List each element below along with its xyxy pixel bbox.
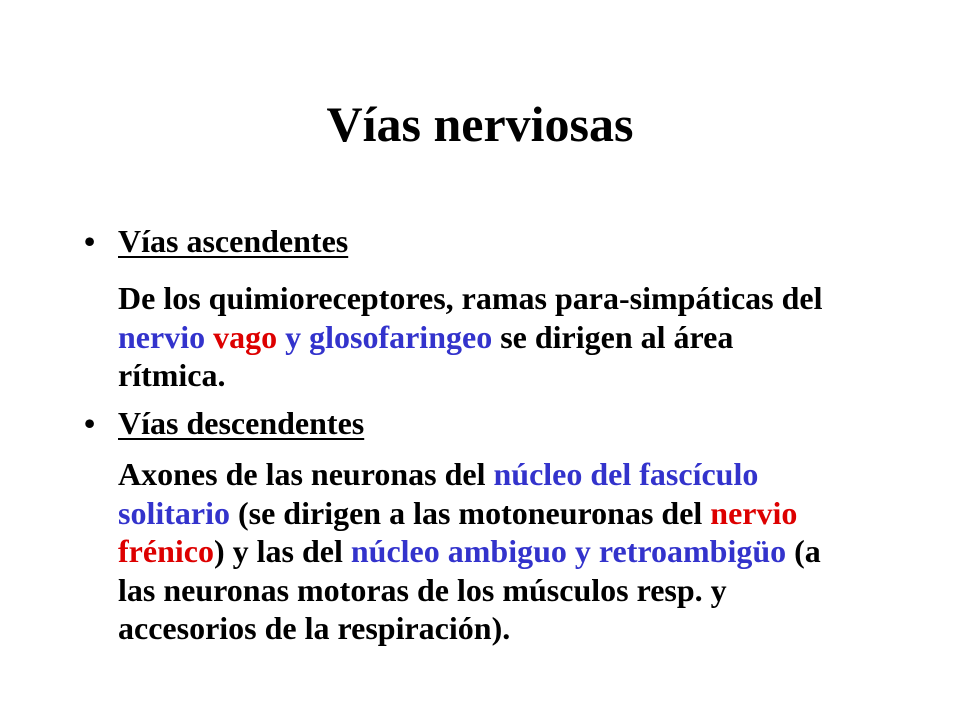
text-run: se dirigen al área rítmica. (118, 318, 734, 393)
bullet-marker: • (84, 223, 96, 259)
paragraph-ascendentes (118, 279, 838, 395)
text-run: Axones de las neuronas del (118, 456, 494, 492)
text-run: (a las neuronas motoras de los músculos resp. y accesorios de la respiración). (118, 533, 821, 646)
highlight-run: nervio frénico (118, 494, 798, 569)
paragraph-descendentes (118, 455, 838, 648)
highlight-run: nervio (118, 318, 206, 355)
bullet-label-ascendentes: Vías ascendentes (118, 223, 349, 259)
highlight-run: núcleo ambiguo y retroambigüo (350, 533, 787, 569)
text-run (277, 319, 285, 355)
bullet-descendentes (84, 403, 364, 443)
text-run: (se dirigen a las motoneuronas del (229, 494, 711, 531)
highlight-run: y glosofaringeo (285, 318, 493, 355)
text-run (205, 319, 213, 355)
slide-title: Vías nerviosas (326, 96, 634, 152)
bullet-ascendentes (84, 221, 348, 261)
bullet-marker: • (84, 405, 96, 441)
highlight-run: núcleo del fascículo solitario (118, 456, 759, 531)
highlight-run: vago (213, 318, 278, 355)
text-run: ) y las del (213, 533, 351, 569)
text-run: De los quimioreceptores, ramas para-simpáticas del (118, 280, 823, 316)
bullet-label-descendentes: Vías descendentes (118, 405, 365, 441)
